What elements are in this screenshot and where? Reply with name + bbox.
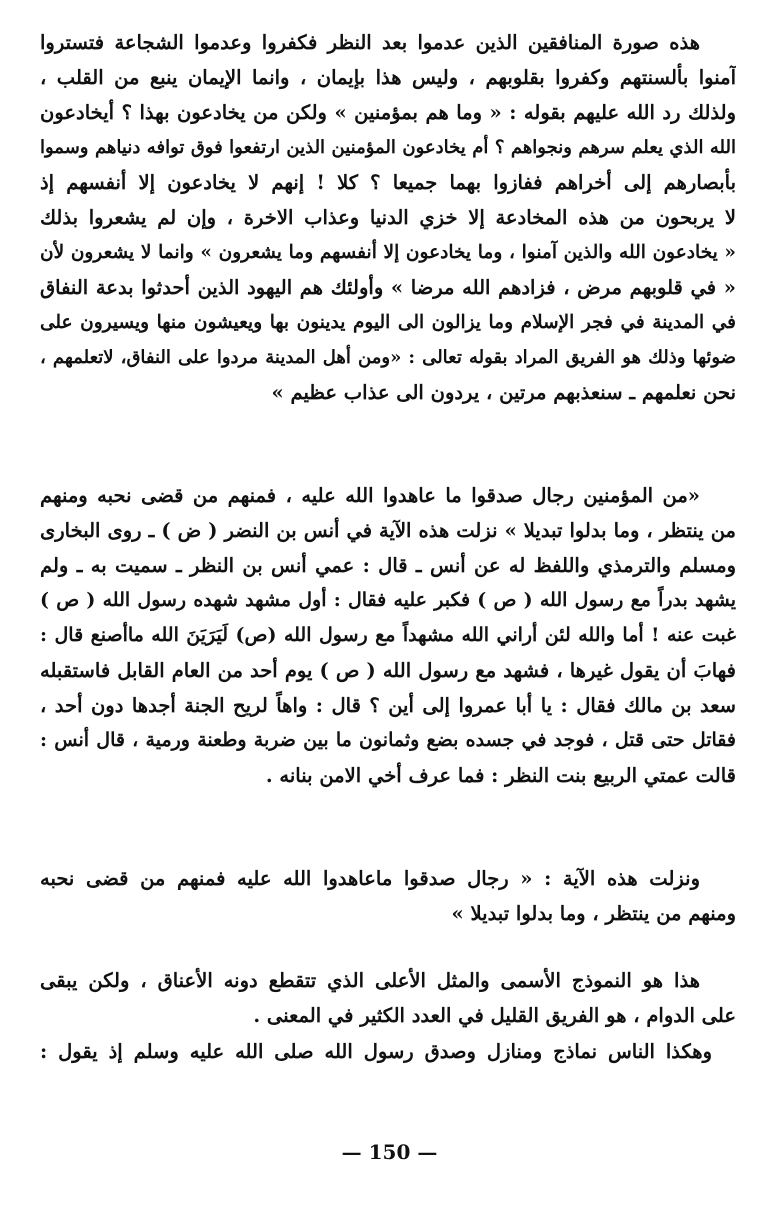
text-line: وهكذا الناس نماذج ومنازل وصدق رسول الله صلى الله عليه وسلم إذ يقول : (40, 1040, 712, 1063)
text-line: على الدوام ، هو الفريق القليل في العدد الكثير في المعنى . (253, 1004, 736, 1027)
text-line: «من المؤمنين رجال صدقوا ما عاهدوا الله عليه ، فمنهم من قضى نحبه ومنهم (40, 484, 700, 507)
text-line: آمنوا بألسنتهم وكفروا بقلوبهم ، وليس هذا بإيمان ، وانما الإيمان ينبع من القلب ، (40, 66, 736, 89)
paragraph-hypocrites (40, 25, 736, 410)
text-line: نحن نعلمهم ـ سنعذبهم مرتين ، يردون الى عذاب عظيم » (271, 381, 736, 404)
page-number: — 150 — (341, 1140, 438, 1164)
paragraph-people (40, 1034, 736, 1069)
text-line: هذا هو النموذج الأسمى والمثل الأعلى الذي تتقطع دونه الأعناق ، ولكن يبقى (40, 969, 700, 992)
text-line: قالت عمتي الربيع بنت النظر : فما عرف أخي الامن بنانه . (265, 764, 736, 787)
text-line: لا يربحون من هذه المخادعة إلا خزي الدنيا وعذاب الاخرة ، وإن لم يشعروا بذلك (40, 206, 736, 229)
text-line: ولذلك رد الله عليهم بقوله : « وما هم بمؤمنين » ولكن من يخادعون بهذا ؟ أيخادعون (40, 101, 736, 124)
text-line: فهابَ أن يقول غيرها ، فشهد مع رسول الله ( ص ) يوم أحد من العام القابل فاستقبله (40, 659, 736, 682)
text-line: هذه صورة المنافقين الذين عدموا بعد النظر فكفروا وعدموا الشجاعة فتستروا (40, 31, 700, 54)
text-line: فقاتل حتى قتل ، فوجد في جسده بضع وثمانون ما بين ضربة وطعنة ورمية ، قال أنس : (40, 729, 736, 751)
text-line: ضوئها وذلك هو الفريق المراد بقوله تعالى : «ومن أهل المدينة مردوا على النفاق، لاتعلمهم ، (40, 347, 736, 368)
text-line: غبت عنه ! أما والله لئن أراني الله مشهداً مع رسول الله (ص) لَيَرَيَنَ الله ماأصنع قال : (40, 624, 736, 646)
text-line: الله الذي يعلم سرهم ونجواهم ؟ أم يخادعون المؤمنين الذين ارتفعوا فوق توافه دنياهم وسموا (40, 137, 736, 158)
text-line: في المدينة في فجر الإسلام وما يزالون الى اليوم يدينون بها ويعيشون منها ويسيرون على (40, 312, 736, 333)
text-line: يشهد بدراً مع رسول الله ( ص ) فكبر عليه فقال : أول مشهد شهده رسول الله ( ص ) (40, 589, 736, 611)
text-line: « يخادعون الله والذين آمنوا ، وما يخادعون إلا أنفسهم وما يشعرون » وانما لا يشعرون لأن (40, 242, 736, 263)
text-line: بأبصارهم إلى أخراهم ففازوا بهما جميعا ؟ كلا ! إنهم لا يخادعون إلا أنفسهم إذ (40, 171, 736, 194)
text-line: ونزلت هذه الآية : « رجال صدقوا ماعاهدوا الله عليه فمنهم من قضى نحبه (40, 867, 700, 890)
text-line: ومسلم والترمذي واللفظ له عن أنس ـ قال : عمي أنس بن النظر ـ سميت به ـ ولم (40, 554, 736, 577)
paragraph-believers (40, 478, 736, 793)
paragraph-model (40, 963, 736, 1033)
text-line: سعد بن مالك فقال : يا أبا عمروا إلى أين ؟ قال : واهاً لريح الجنة أجدها دون أحد ، (40, 694, 736, 717)
text-line: من ينتظر ، وما بدلوا تبديلا » نزلت هذه الآية في أنس بن النضر ( ض ) ـ روى البخارى (40, 519, 736, 542)
text-line: ومنهم من ينتظر ، وما بدلوا تبديلا » (451, 902, 736, 925)
text-line: « في قلوبهم مرض ، فزادهم الله مرضا » وأولئك هم اليهود الذين أحدثوا بدعة النفاق (40, 276, 736, 299)
paragraph-verse (40, 861, 736, 931)
